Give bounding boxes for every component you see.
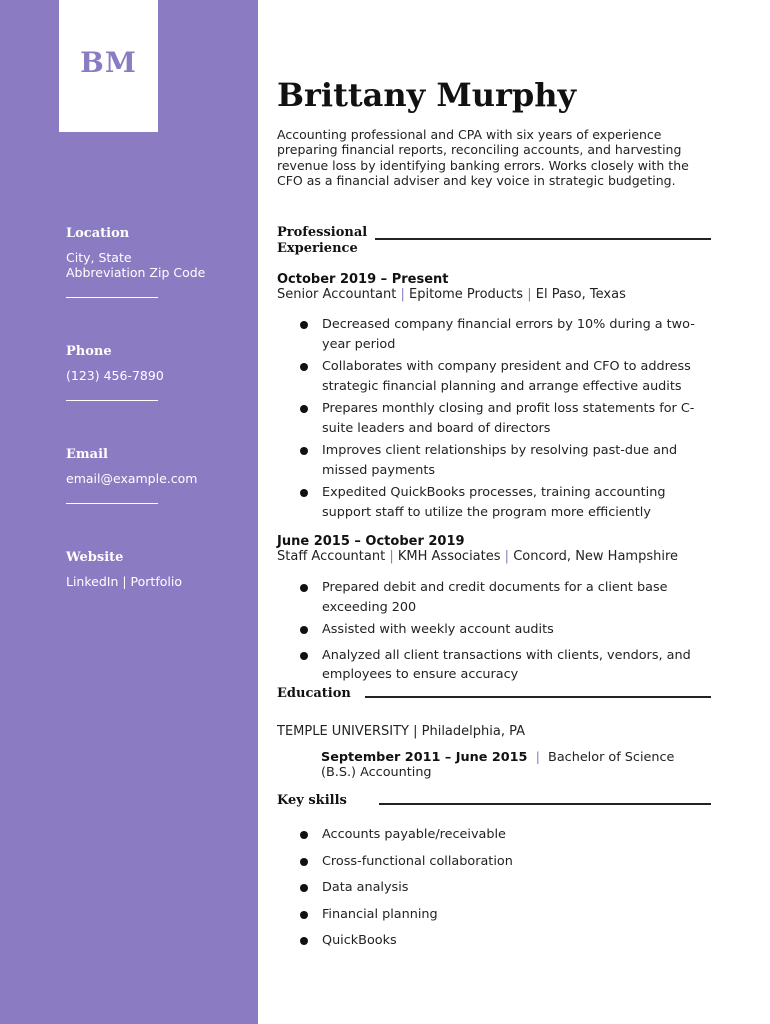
- list-item: Financial planning: [300, 905, 710, 925]
- bullet-icon: [300, 447, 308, 455]
- monogram-box: [59, 0, 158, 132]
- separator: |: [527, 287, 532, 302]
- job-location: Concord, New Hampshire: [513, 549, 679, 564]
- bullet-icon: [300, 626, 308, 634]
- list-item: Accounts payable/receivable: [300, 825, 710, 845]
- job-role: Senior Accountant: [277, 287, 397, 302]
- summary: Accounting professional and CPA with six years of experience preparing financial reports, reconciling accounts, and harvesting revenue loss by identifying banking errors. Works closely with the CFO as a financial adviser and key voice in strategic budgeting.: [277, 127, 689, 188]
- separator: |: [535, 750, 540, 765]
- education-dates: September 2011 – June 2015: [321, 750, 528, 765]
- phone-block: [66, 344, 246, 383]
- list-item: Assisted with weekly account audits: [300, 620, 710, 640]
- bullet-icon: [300, 489, 308, 497]
- section-rule: [365, 696, 711, 698]
- email-label: Email: [66, 447, 108, 462]
- bullet-icon: [300, 405, 308, 413]
- bullet-icon: [300, 652, 308, 660]
- education-heading: [277, 686, 711, 702]
- list-item: Prepared debit and credit documents for a client base exceeding 200: [300, 578, 710, 617]
- job-dates: October 2019 – Present: [277, 272, 449, 287]
- list-item: Improves client relationships by resolving past-due and missed payments: [300, 441, 710, 480]
- separator: |: [504, 549, 510, 564]
- divider: [66, 503, 158, 504]
- separator: |: [389, 549, 394, 564]
- bullet-icon: [300, 831, 308, 839]
- job-company: KMH Associates: [397, 549, 501, 564]
- divider: [66, 400, 158, 401]
- job-title-line: [277, 287, 626, 302]
- education-detail: [321, 750, 701, 780]
- location-line2: Abbreviation Zip Code: [66, 265, 206, 280]
- list-item: Decreased company financial errors by 10% during a two-year period: [300, 315, 710, 354]
- list-item: Cross-functional collaboration: [300, 852, 710, 872]
- location-line1: City, State: [66, 250, 132, 265]
- website-value[interactable]: LinkedIn | Portfolio: [66, 574, 182, 589]
- sidebar: [0, 0, 258, 1024]
- list-item: QuickBooks: [300, 931, 710, 951]
- divider: [66, 297, 158, 298]
- job-bullets: [300, 578, 710, 685]
- list-item: Expedited QuickBooks processes, training accounting support staff to utilize the program more efficiently: [300, 483, 710, 522]
- bullet-icon: [300, 911, 308, 919]
- monogram: BM: [80, 45, 137, 79]
- skills-list: [300, 825, 710, 951]
- section-rule: [375, 238, 711, 240]
- section-rule: [379, 803, 711, 805]
- email-block: [66, 447, 246, 486]
- location-label: Location: [66, 226, 130, 241]
- bullet-icon: [300, 884, 308, 892]
- separator: |: [400, 287, 405, 302]
- location-block: [66, 226, 246, 280]
- skills-title: Key skills: [277, 793, 347, 808]
- education-school: TEMPLE UNIVERSITY | Philadelphia, PA: [277, 724, 525, 739]
- list-item: Analyzed all client transactions with clients, vendors, and employees to ensure accuracy: [300, 646, 710, 685]
- education-degree: Bachelor of Science (B.S.) Accounting: [321, 750, 675, 780]
- experience-title: [277, 225, 367, 257]
- website-block: [66, 550, 246, 589]
- bullet-icon: [300, 858, 308, 866]
- job-title-line: [277, 549, 678, 564]
- list-item: Collaborates with company president and CFO to address strategic financial planning and arrange effective audits: [300, 357, 710, 396]
- candidate-name: Brittany Murphy: [277, 76, 577, 114]
- job-company: Epitome Products: [409, 287, 524, 302]
- bullet-icon: [300, 321, 308, 329]
- bullet-icon: [300, 937, 308, 945]
- job-dates: June 2015 – October 2019: [277, 534, 465, 549]
- list-item: Prepares monthly closing and profit loss statements for C-suite leaders and board of directors: [300, 399, 710, 438]
- phone-label: Phone: [66, 344, 112, 359]
- phone-value: (123) 456-7890: [66, 368, 164, 383]
- list-item: Data analysis: [300, 878, 710, 898]
- experience-title-line1: Professional: [277, 225, 368, 240]
- job-bullets: [300, 315, 710, 522]
- job-location: El Paso, Texas: [535, 287, 626, 302]
- bullet-icon: [300, 363, 308, 371]
- job-role: Staff Accountant: [277, 549, 386, 564]
- experience-heading: [277, 225, 711, 257]
- website-label: Website: [66, 550, 124, 565]
- education-title: Education: [277, 686, 351, 701]
- email-value[interactable]: email@example.com: [66, 471, 198, 486]
- skills-heading: [277, 793, 711, 809]
- experience-title-line2: Experience: [277, 241, 358, 256]
- location-value: [66, 250, 246, 280]
- bullet-icon: [300, 584, 308, 592]
